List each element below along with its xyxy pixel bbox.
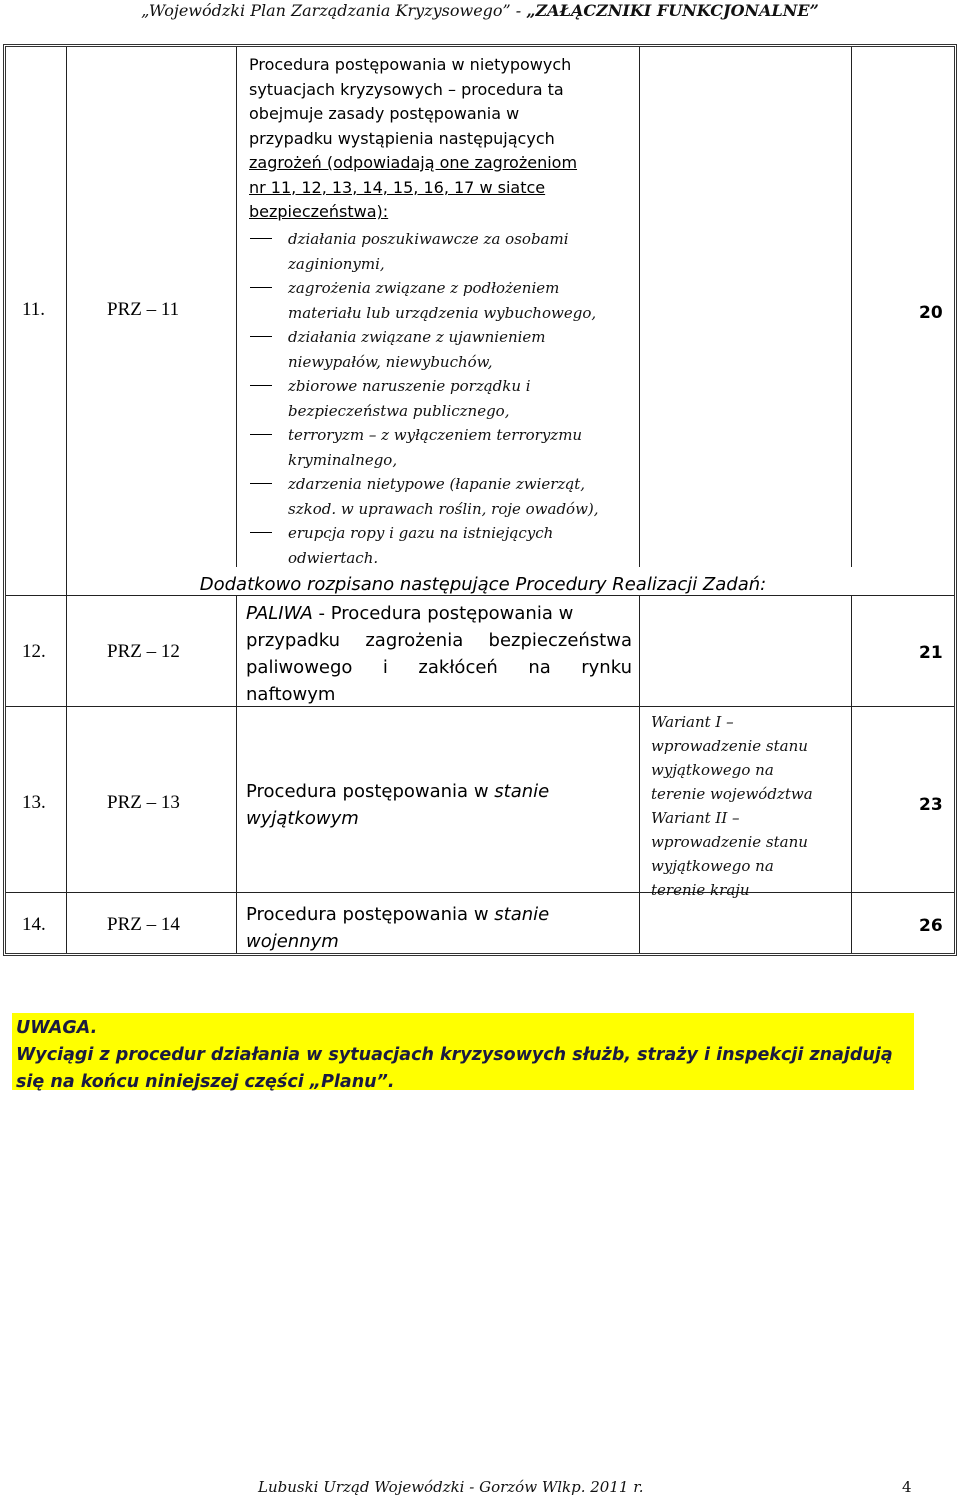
procedure-description bbox=[249, 53, 577, 225]
col-divider-1 bbox=[66, 47, 67, 953]
description-line: przypadku wystąpienia następujących bbox=[249, 128, 555, 148]
procedure-description: Procedura postępowania w stanie wyjątkowym bbox=[246, 781, 550, 829]
col-divider-3a bbox=[639, 47, 640, 567]
header-prefix: „Wojewódzki Plan Zarządzania Kryzysowego” - bbox=[141, 1, 527, 20]
list-item: działania związane z ujawnieniem niewypałów, niewybuchów, bbox=[250, 325, 630, 374]
row-number: 11. bbox=[22, 299, 46, 320]
procedure-description: Procedura postępowania w stanie wojennym bbox=[246, 904, 550, 952]
list-item: działania poszukiwawcze za osobami zaginionymi, bbox=[250, 227, 630, 276]
col-divider-4b bbox=[851, 595, 852, 953]
procedure-title: PALIWA bbox=[246, 603, 313, 624]
procedure-code: PRZ – 12 bbox=[107, 641, 180, 662]
row-divider-1 bbox=[6, 595, 954, 596]
list-item: zdarzenia nietypowe (łapanie zwierząt, szkod. w uprawach roślin, roje owadów), bbox=[250, 472, 630, 521]
note-text-line: Wyciągi z procedur działania w sytuacjach kryzysowych służb, straży i inspekcji znajdują bbox=[16, 1045, 893, 1065]
page-footer bbox=[0, 1478, 960, 1500]
footer-text: Lubuski Urząd Wojewódzki - Gorzów Wlkp. 2011 r. bbox=[258, 1478, 644, 1496]
header-bold: „ZAŁĄCZNIKI FUNKCJONALNE” bbox=[526, 1, 819, 20]
description-line: sytuacjach kryzysowych – procedura ta bbox=[249, 79, 564, 99]
col-divider-2a bbox=[236, 47, 237, 567]
page-number: 4 bbox=[902, 1478, 912, 1496]
description-line: obejmuje zasady postępowania w bbox=[249, 104, 520, 123]
list-item: terroryzm – z wyłączeniem terroryzmu kryminalnego, bbox=[250, 423, 630, 472]
page-reference: 23 bbox=[919, 795, 943, 815]
page-reference: 20 bbox=[919, 303, 943, 323]
description-line: Procedura postępowania w nietypowych bbox=[249, 55, 572, 74]
description-underlined-line: nr 11, 12, 13, 14, 15, 16, 17 w siatce bbox=[249, 177, 546, 197]
variants-list: Wariant I – wprowadzenie stanu wyjątkowego na terenie województwa Wariant II – wprowadzenie stanu wyjątkowego na terenie kraju bbox=[651, 713, 813, 899]
note-box bbox=[12, 1013, 914, 1090]
col-divider-2b bbox=[236, 595, 237, 953]
note-text-line: się na końcu niniejszej części „Planu”. bbox=[16, 1072, 395, 1092]
row-number: 12. bbox=[22, 641, 46, 662]
description-underlined-line: zagrożeń (odpowiadają one zagrożeniom bbox=[249, 153, 578, 172]
procedure-code: PRZ – 14 bbox=[107, 914, 180, 935]
additional-procedures-heading: Dodatkowo rozpisano następujące Procedury Realizacji Zadań: bbox=[199, 574, 767, 595]
threats-list bbox=[250, 227, 630, 570]
row-number: 14. bbox=[22, 914, 46, 935]
page-reference: 26 bbox=[919, 916, 943, 936]
note-title: UWAGA. bbox=[16, 1018, 98, 1038]
col-divider-4a bbox=[851, 47, 852, 567]
procedure-code: PRZ – 13 bbox=[107, 792, 180, 813]
list-item: zagrożenia związane z podłożeniem materiału lub urządzenia wybuchowego, bbox=[250, 276, 630, 325]
procedure-code: PRZ – 11 bbox=[107, 299, 180, 320]
page-reference: 21 bbox=[919, 643, 943, 663]
page-header bbox=[0, 0, 960, 22]
procedure-description: PALIWA - Procedura postępowania w przypadku zagrożenia bezpieczeństwa paliwowego i zakłóceń na rynku naftowym bbox=[246, 603, 632, 705]
col-divider-3b bbox=[639, 595, 640, 953]
row-number: 13. bbox=[22, 792, 46, 813]
description-underlined-line: bezpieczeństwa): bbox=[249, 202, 389, 221]
procedures-table bbox=[3, 44, 957, 956]
list-item: zbiorowe naruszenie porządku i bezpieczeństwa publicznego, bbox=[250, 374, 630, 423]
list-item: erupcja ropy i gazu na istniejących odwiertach. bbox=[250, 521, 630, 570]
